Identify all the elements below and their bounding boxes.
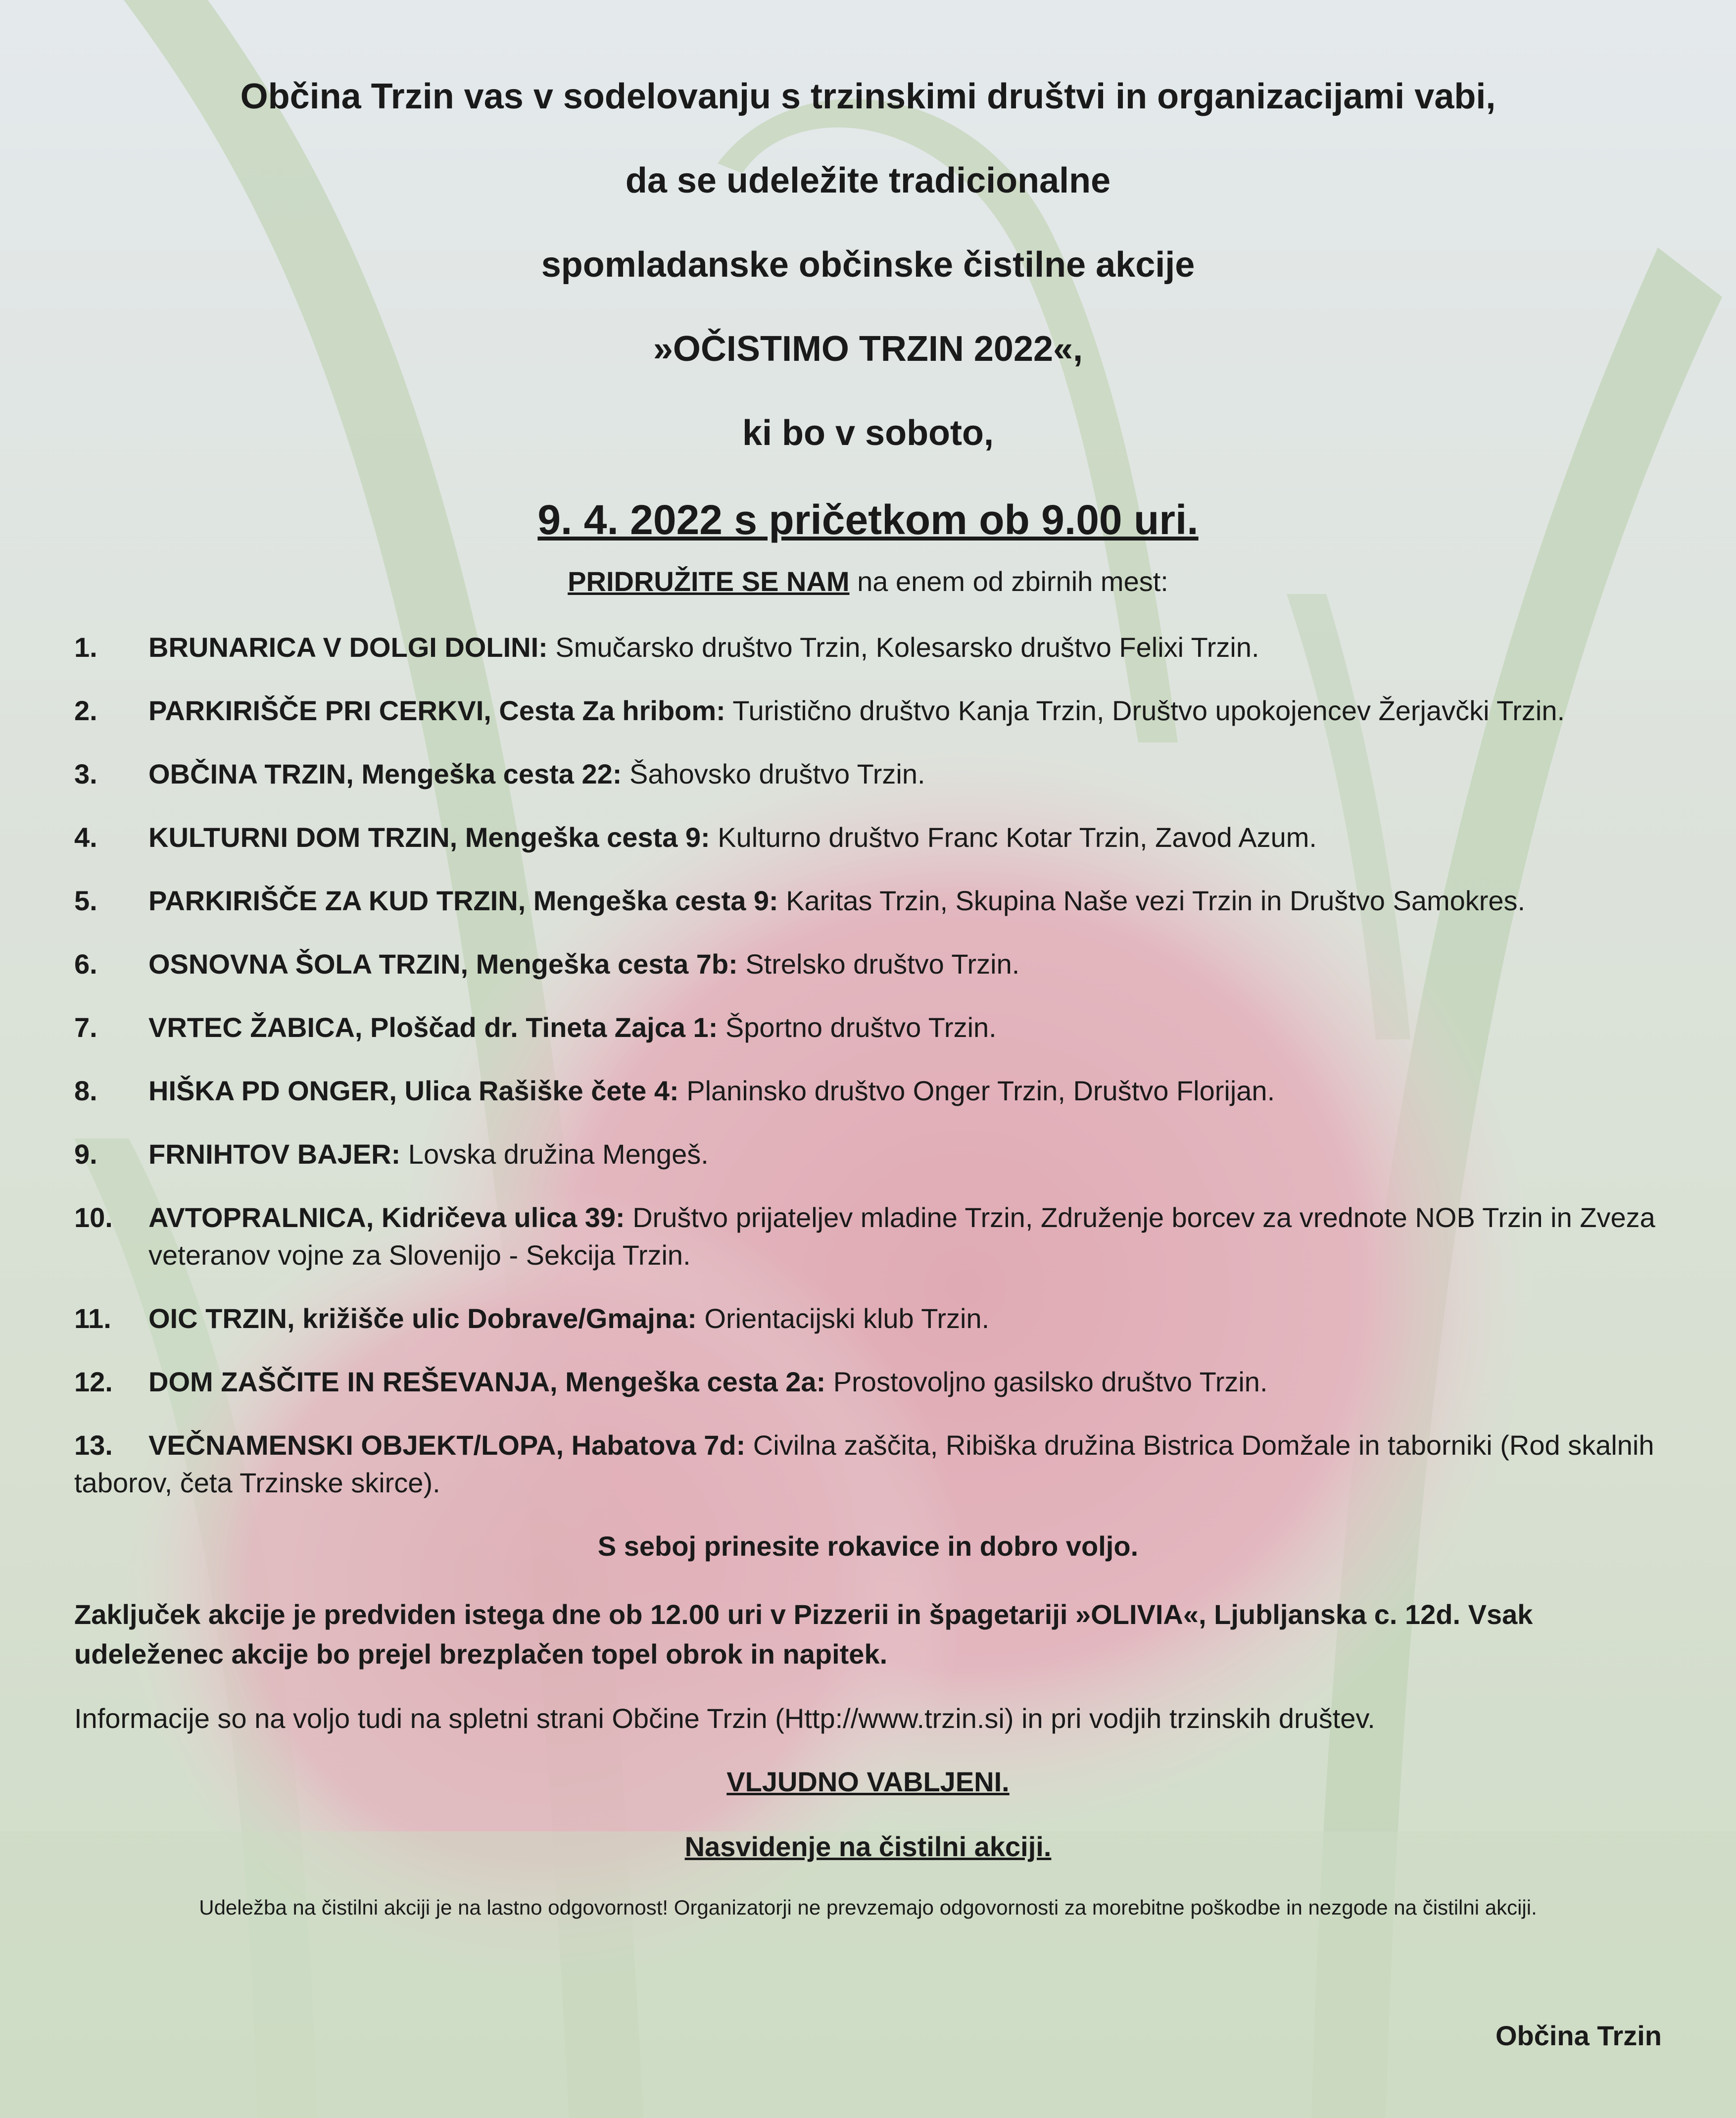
location-number: 9.	[74, 1138, 97, 1170]
location-place: OSNOVNA ŠOLA TRZIN, Mengeška cesta 7b:	[148, 948, 738, 980]
intro-rest: na enem od zbirnih mest:	[849, 566, 1168, 597]
location-number: 10.	[74, 1202, 113, 1233]
location-item	[74, 819, 1662, 856]
location-orgs: Lovska družina Mengeš.	[400, 1138, 709, 1170]
location-number: 2.	[74, 695, 97, 726]
location-item	[74, 882, 1662, 920]
location-number: 7.	[74, 1012, 97, 1043]
location-item	[74, 1300, 1662, 1337]
location-place: PARKIRIŠČE PRI CERKVI, Cesta Za hribom:	[148, 695, 725, 726]
location-number: 13.	[74, 1429, 113, 1461]
header-line-1: Občina Trzin vas v sodelovanju s trzinskimi društvi in organizacijami vabi,	[240, 77, 1496, 116]
location-text	[148, 692, 1662, 730]
location-item	[74, 1072, 1662, 1110]
gloves-note: S seboj prinesite rokavice in dobro voljo.	[597, 1530, 1139, 1562]
event-date	[74, 495, 1662, 564]
header-line-3: spomladanske občinske čistilne akcije	[541, 245, 1195, 285]
location-orgs: Planinsko društvo Onger Trzin, Društvo Florijan.	[678, 1075, 1275, 1106]
intro-text	[74, 564, 1662, 599]
location-place: AVTOPRALNICA, Kidričeva ulica 39:	[148, 1202, 625, 1233]
location-orgs: Karitas Trzin, Skupina Naše vezi Trzin in Društvo Samokres.	[778, 885, 1526, 916]
intro-bold: PRIDRUŽITE SE NAM	[568, 566, 850, 597]
event-title: »OČISTIMO TRZIN 2022«,	[653, 329, 1083, 369]
location-text	[148, 1199, 1662, 1274]
location-place: KULTURNI DOM TRZIN, Mengeška cesta 9:	[148, 822, 710, 853]
goodbye-text: Nasvidenje na čistilni akciji.	[684, 1831, 1052, 1862]
location-item	[74, 1199, 1662, 1274]
location-orgs: Šahovsko društvo Trzin.	[622, 758, 925, 789]
location-number: 11.	[74, 1303, 111, 1334]
info-text: Informacije so na voljo tudi na spletni strani Občine Trzin (Http://www.trzin.si) in pri vodjih trzinskih društev.	[74, 1703, 1375, 1734]
location-item	[74, 1363, 1662, 1401]
location-orgs: Društvo prijateljev mladine Trzin, Združenje borcev za vrednote NOB Trzin in Zveza veteranov vojne za Slovenijo - Sekcija Trzin.	[148, 1202, 1655, 1271]
location-text	[148, 1072, 1662, 1110]
location-place: OBČINA TRZIN, Mengeška cesta 22:	[148, 758, 622, 789]
location-item	[74, 629, 1662, 666]
location-item	[74, 692, 1662, 730]
location-text	[148, 1135, 1662, 1173]
location-number: 6.	[74, 948, 97, 980]
location-orgs: Kulturno društvo Franc Kotar Trzin, Zavod Azum.	[710, 822, 1317, 853]
location-item	[74, 1009, 1662, 1046]
location-item	[74, 755, 1662, 793]
location-orgs: Civilna zaščita, Ribiška družina Bistrica Domžale in taborniki (Rod skalnih taborov, četa Trzinske skirce).	[74, 1429, 1654, 1498]
location-orgs: Orientacijski klub Trzin.	[696, 1303, 990, 1334]
location-place: VRTEC ŽABICA, Ploščad dr. Tineta Zajca 1:	[148, 1012, 718, 1043]
location-text	[148, 1363, 1662, 1401]
location-number: 12.	[74, 1366, 113, 1397]
location-place: HIŠKA PD ONGER, Ulica Rašiške čete 4:	[148, 1075, 679, 1106]
invitation-content	[74, 74, 1662, 1922]
location-text	[148, 819, 1662, 856]
location-orgs: Športno društvo Trzin.	[718, 1012, 997, 1043]
location-place: BRUNARICA V DOLGI DOLINI:	[148, 632, 548, 663]
location-orgs: Prostovoljno gasilsko društvo Trzin.	[825, 1366, 1268, 1397]
header-line-2: da se udeležite tradicionalne	[625, 161, 1111, 200]
location-item	[74, 945, 1662, 983]
location-number: 4.	[74, 822, 97, 853]
location-place: VEČNAMENSKI OBJEKT/LOPA, Habatova 7d:	[148, 1429, 746, 1461]
location-number: 3.	[74, 758, 97, 789]
location-number: 8.	[74, 1075, 97, 1106]
location-text	[148, 1009, 1662, 1046]
location-number: 5.	[74, 885, 97, 916]
event-date-text: 9. 4. 2022 s pričetkom ob 9.00 uri.	[537, 496, 1199, 543]
location-text	[148, 945, 1662, 983]
location-orgs: Strelsko društvo Trzin.	[737, 948, 1020, 980]
location-place: DOM ZAŠČITE IN REŠEVANJA, Mengeška cesta 2a:	[148, 1366, 826, 1397]
location-text	[148, 1300, 1662, 1337]
signature: Občina Trzin	[1495, 2020, 1662, 2051]
location-text	[148, 755, 1662, 793]
location-text	[148, 629, 1662, 666]
welcome-text: VLJUDNO VABLJENI.	[726, 1766, 1010, 1797]
disclaimer-text: Udeležba na čistilni akciji je na lastno odgovornost! Organizatorji ne prevzemajo odgovornosti za morebitne poškodbe in nezgode na čistilni akciji.	[199, 1896, 1537, 1919]
conclusion-text: Zaključek akcije je predviden istega dne ob 12.00 uri v Pizzerii in špagetariji »OLIVIA«, Ljubljanska c. 12d. Vsak udeleženec akcije bo prejel brezplačen topel obrok in napitek.	[74, 1599, 1533, 1670]
location-place: FRNIHTOV BAJER:	[148, 1138, 401, 1170]
location-text	[148, 882, 1662, 920]
location-number: 1.	[74, 632, 97, 663]
header-line-5: ki bo v soboto,	[742, 413, 994, 453]
location-item	[74, 1135, 1662, 1173]
location-place: PARKIRIŠČE ZA KUD TRZIN, Mengeška cesta 9:	[148, 885, 778, 916]
location-orgs: Turistično društvo Kanja Trzin, Društvo upokojencev Žerjavčki Trzin.	[725, 695, 1565, 726]
location-orgs: Smučarsko društvo Trzin, Kolesarsko društvo Felixi Trzin.	[547, 632, 1259, 663]
location-place: OIC TRZIN, križišče ulic Dobrave/Gmajna:	[148, 1303, 697, 1334]
location-item	[74, 1427, 1662, 1502]
